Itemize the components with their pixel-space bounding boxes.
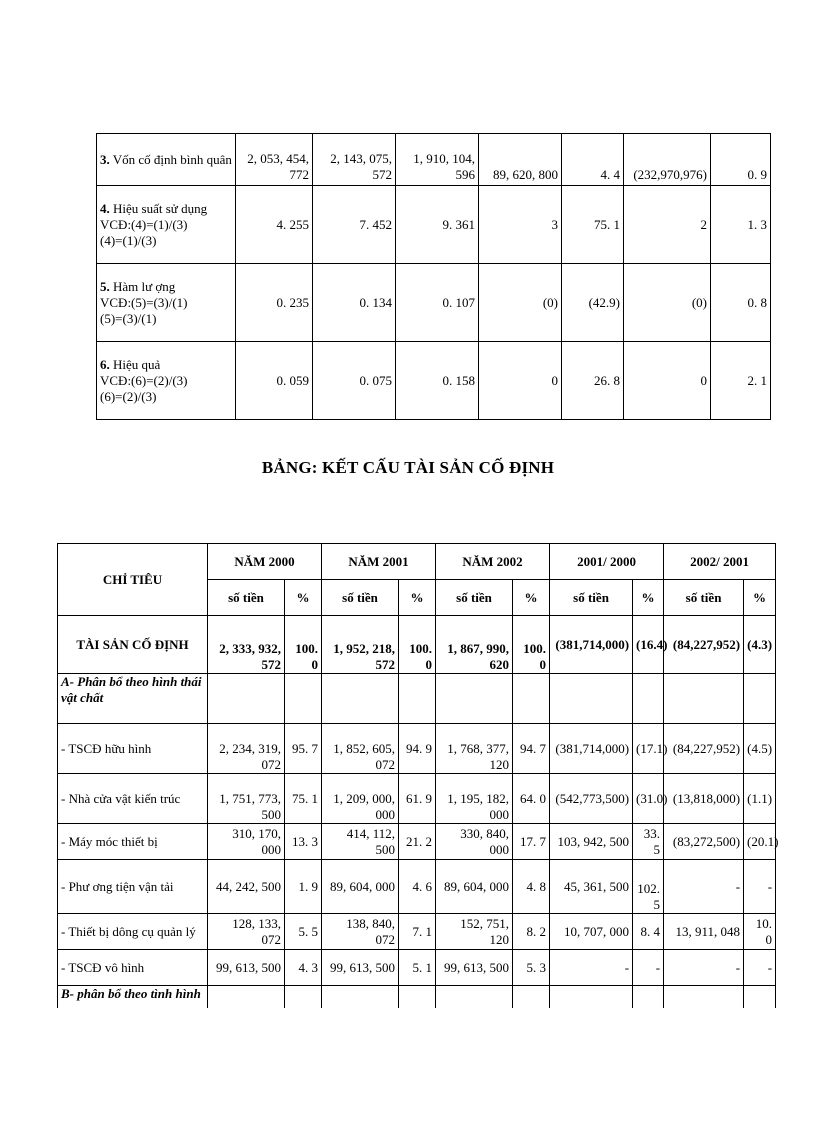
total-value: (84,227,952)	[664, 616, 744, 674]
row-text: Hàm lư ợng	[113, 278, 176, 294]
value-cell: (31.0)	[633, 774, 664, 824]
value-cell: 103, 942, 500	[550, 824, 633, 860]
value-cell: 99, 613, 500	[322, 950, 399, 986]
value-cell: 5. 1	[399, 950, 436, 986]
row-label: - TSCĐ vô hình	[58, 950, 208, 986]
total-value: 100. 0	[285, 616, 322, 674]
header-so-tien: số tiền	[436, 580, 513, 616]
table-row	[97, 186, 771, 264]
table-row	[58, 950, 776, 986]
row-label: - Phư ơng tiện vận tải	[58, 860, 208, 914]
header-percent: %	[399, 580, 436, 616]
value-cell: 102. 5	[633, 860, 664, 914]
row-formula-line: (4)=(1)/(3)	[100, 232, 157, 248]
row-formula-line: VCĐ:(4)=(1)/(3)	[100, 216, 188, 232]
value-cell: 1. 3	[711, 186, 771, 264]
row-number: 5.	[100, 278, 110, 294]
value-cell: -	[744, 950, 776, 986]
table-row	[58, 774, 776, 824]
value-cell: 0	[479, 342, 562, 420]
header-year-2000: NĂM 2000	[208, 544, 322, 580]
header-so-tien: số tiền	[208, 580, 285, 616]
value-cell: 0. 158	[396, 342, 479, 420]
value-cell: 44, 242, 500	[208, 860, 285, 914]
empty-cell	[322, 674, 399, 724]
value-cell: 0. 134	[313, 264, 396, 342]
value-cell: 2, 053, 454, 772	[236, 134, 313, 186]
row-label	[97, 186, 236, 264]
row-label	[97, 342, 236, 420]
empty-cell	[285, 674, 322, 724]
total-value: (16.4)	[633, 616, 664, 674]
value-cell: 2	[624, 186, 711, 264]
empty-cell	[664, 674, 744, 724]
table-row	[58, 914, 776, 950]
value-cell: 75. 1	[562, 186, 624, 264]
value-cell: 95. 7	[285, 724, 322, 774]
value-cell: (13,818,000)	[664, 774, 744, 824]
value-cell: 64. 0	[513, 774, 550, 824]
value-cell: 7. 1	[399, 914, 436, 950]
value-cell: 21. 2	[399, 824, 436, 860]
value-cell: 7. 452	[313, 186, 396, 264]
empty-cell	[208, 674, 285, 724]
row-text: Hiệu quả	[113, 356, 161, 372]
value-cell: 10, 707, 000	[550, 914, 633, 950]
value-cell: (0)	[624, 264, 711, 342]
value-cell: 4. 3	[285, 950, 322, 986]
value-cell: 33. 5	[633, 824, 664, 860]
value-cell: -	[550, 950, 633, 986]
table-row	[58, 724, 776, 774]
row-text: Hiệu suất sử dụng	[113, 200, 208, 216]
total-label: TÀI SẢN CỐ ĐỊNH	[58, 616, 208, 674]
value-cell: 414, 112, 500	[322, 824, 399, 860]
value-cell: (542,773,500)	[550, 774, 633, 824]
value-cell: 4. 8	[513, 860, 550, 914]
total-value: (381,714,000)	[550, 616, 633, 674]
value-cell: 94. 9	[399, 724, 436, 774]
header-so-tien: số tiền	[550, 580, 633, 616]
header-percent: %	[285, 580, 322, 616]
header-chi-tieu: CHỈ TIÊU	[58, 544, 208, 616]
empty-cell	[633, 986, 664, 1008]
value-cell: 61. 9	[399, 774, 436, 824]
table-row	[97, 264, 771, 342]
value-cell: 5. 3	[513, 950, 550, 986]
value-cell: 128, 133, 072	[208, 914, 285, 950]
total-value: (4.3)	[744, 616, 776, 674]
value-cell: 99, 613, 500	[208, 950, 285, 986]
value-cell: 0. 235	[236, 264, 313, 342]
row-number: 3.	[100, 151, 110, 167]
value-cell: 2. 1	[711, 342, 771, 420]
row-label: - Thiết bị dông cụ quản lý	[58, 914, 208, 950]
efficiency-table	[96, 133, 771, 420]
value-cell: 8. 4	[633, 914, 664, 950]
header-so-tien: số tiền	[322, 580, 399, 616]
value-cell: 5. 5	[285, 914, 322, 950]
empty-cell	[436, 674, 513, 724]
header-2002-vs-2001: 2002/ 2001	[664, 544, 776, 580]
value-cell: 138, 840, 072	[322, 914, 399, 950]
header-percent: %	[633, 580, 664, 616]
value-cell: 2, 143, 075, 572	[313, 134, 396, 186]
row-number: 4.	[100, 200, 110, 216]
value-cell: (17.1)	[633, 724, 664, 774]
value-cell: 9. 361	[396, 186, 479, 264]
row-label	[97, 134, 236, 186]
empty-cell	[550, 986, 633, 1008]
table-row	[58, 824, 776, 860]
value-cell: (20.1)	[744, 824, 776, 860]
value-cell: -	[664, 950, 744, 986]
value-cell: 1. 9	[285, 860, 322, 914]
empty-cell	[744, 674, 776, 724]
value-cell: -	[664, 860, 744, 914]
value-cell: 0. 075	[313, 342, 396, 420]
row-formula-line: (6)=(2)/(3)	[100, 388, 157, 404]
value-cell: 89, 620, 800	[479, 134, 562, 186]
value-cell: 0	[624, 342, 711, 420]
value-cell: (381,714,000)	[550, 724, 633, 774]
empty-cell	[399, 674, 436, 724]
value-cell: 13, 911, 048	[664, 914, 744, 950]
section-a-label: A- Phân bổ theo hình thái vật chất	[58, 674, 208, 724]
value-cell: 26. 8	[562, 342, 624, 420]
value-cell: 0. 107	[396, 264, 479, 342]
row-label: - Máy móc thiết bị	[58, 824, 208, 860]
value-cell: (1.1)	[744, 774, 776, 824]
total-value: 100. 0	[399, 616, 436, 674]
total-value: 2, 333, 932, 572	[208, 616, 285, 674]
row-text: Vốn cố định bình quân	[112, 151, 232, 167]
total-value: 100. 0	[513, 616, 550, 674]
total-value: 1, 952, 218, 572	[322, 616, 399, 674]
empty-cell	[744, 986, 776, 1008]
value-cell: 2, 234, 319, 072	[208, 724, 285, 774]
value-cell: (84,227,952)	[664, 724, 744, 774]
value-cell: (42.9)	[562, 264, 624, 342]
value-cell: 94. 7	[513, 724, 550, 774]
header-2001-vs-2000: 2001/ 2000	[550, 544, 664, 580]
value-cell: (4.5)	[744, 724, 776, 774]
value-cell: (232,970,976)	[624, 134, 711, 186]
header-year-2002: NĂM 2002	[436, 544, 550, 580]
row-formula-line: VCĐ:(5)=(3)/(1)	[100, 294, 188, 310]
row-label: - Nhà cửa vật kiến trúc	[58, 774, 208, 824]
empty-cell	[633, 674, 664, 724]
value-cell: 4. 255	[236, 186, 313, 264]
row-number: 6.	[100, 356, 110, 372]
row-label: - TSCĐ hữu hình	[58, 724, 208, 774]
value-cell: 75. 1	[285, 774, 322, 824]
value-cell: 13. 3	[285, 824, 322, 860]
total-value: 1, 867, 990, 620	[436, 616, 513, 674]
value-cell: -	[744, 860, 776, 914]
header-percent: %	[744, 580, 776, 616]
empty-cell	[208, 986, 285, 1008]
empty-cell	[664, 986, 744, 1008]
row-formula-line: VCĐ:(6)=(2)/(3)	[100, 372, 188, 388]
value-cell: 152, 751, 120	[436, 914, 513, 950]
value-cell: 1, 768, 377, 120	[436, 724, 513, 774]
value-cell: 4. 6	[399, 860, 436, 914]
value-cell: 1, 209, 000, 000	[322, 774, 399, 824]
section-b-label: B- phân bổ theo tình hình	[58, 986, 208, 1008]
empty-cell	[399, 986, 436, 1008]
header-year-2001: NĂM 2001	[322, 544, 436, 580]
value-cell: 1, 910, 104, 596	[396, 134, 479, 186]
header-percent: %	[513, 580, 550, 616]
fixed-asset-structure-table	[57, 543, 779, 1008]
value-cell: 4. 4	[562, 134, 624, 186]
value-cell: (83,272,500)	[664, 824, 744, 860]
value-cell: 45, 361, 500	[550, 860, 633, 914]
empty-cell	[436, 986, 513, 1008]
value-cell: 1, 852, 605, 072	[322, 724, 399, 774]
value-cell: 3	[479, 186, 562, 264]
value-cell: 17. 7	[513, 824, 550, 860]
header-so-tien: số tiền	[664, 580, 744, 616]
value-cell: 0. 059	[236, 342, 313, 420]
value-cell: 99, 613, 500	[436, 950, 513, 986]
value-cell: 330, 840, 000	[436, 824, 513, 860]
table-row	[58, 860, 776, 914]
value-cell: (0)	[479, 264, 562, 342]
value-cell: 10. 0	[744, 914, 776, 950]
value-cell: 89, 604, 000	[322, 860, 399, 914]
value-cell: -	[633, 950, 664, 986]
empty-cell	[322, 986, 399, 1008]
value-cell: 89, 604, 000	[436, 860, 513, 914]
row-label	[97, 264, 236, 342]
value-cell: 1, 195, 182, 000	[436, 774, 513, 824]
value-cell: 310, 170, 000	[208, 824, 285, 860]
row-formula-line: (5)=(3)/(1)	[100, 310, 157, 326]
value-cell: 1, 751, 773, 500	[208, 774, 285, 824]
value-cell: 8. 2	[513, 914, 550, 950]
empty-cell	[285, 986, 322, 1008]
empty-cell	[513, 674, 550, 724]
value-cell: 0. 8	[711, 264, 771, 342]
value-cell: 0. 9	[711, 134, 771, 186]
table-row	[97, 134, 771, 186]
empty-cell	[550, 674, 633, 724]
table-row	[97, 342, 771, 420]
table-title: BẢNG: KẾT CẤU TÀI SẢN CỐ ĐỊNH	[261, 458, 555, 477]
empty-cell	[513, 986, 550, 1008]
